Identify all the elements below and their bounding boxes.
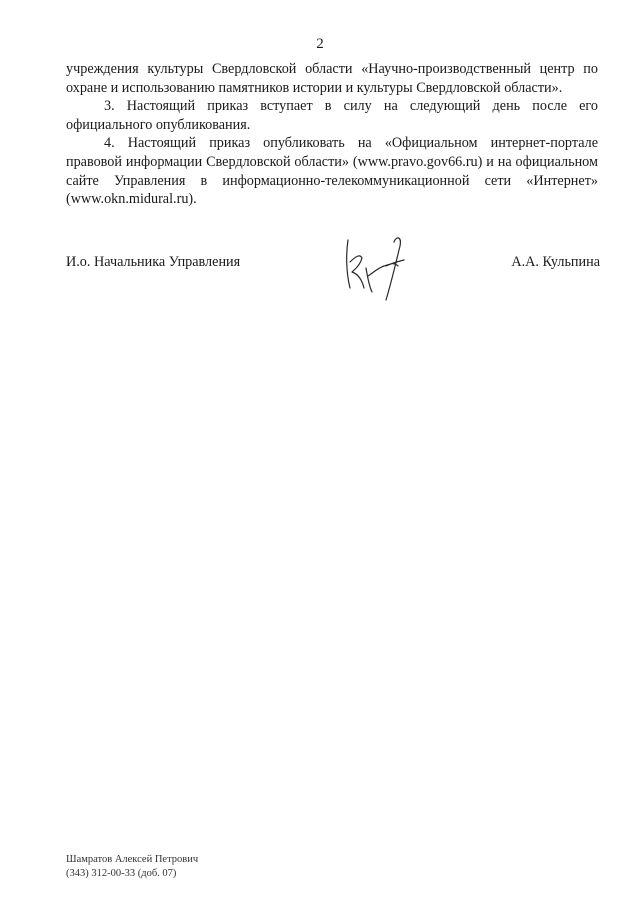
handwritten-signature-icon <box>334 232 418 306</box>
signatory-name: А.А. Кульпина <box>511 254 600 270</box>
paragraph-continuation: учреждения культуры Свердловской области «Научно-производственный центр по охране и использованию памятников истории и культуры Свердловской области». <box>66 61 598 96</box>
page-number: 2 <box>316 36 324 52</box>
document-body <box>66 60 598 209</box>
executor-name: Шамратов Алексей Петрович <box>66 854 199 865</box>
executor-phone: (343) 312-00-33 (доб. 07) <box>66 867 177 879</box>
paragraph-item-4: 4. Настоящий приказ опубликовать на «Официальном интернет-портале правовой информации Свердловской области» (www.pravo.gov66.ru) и на официальном сайте Управления в информационно-телекоммуникационной сети «Интернет» (www.okn.midural.ru). <box>66 135 598 208</box>
signatory-position: И.о. Начальника Управления <box>66 254 241 270</box>
paragraph-item-3: 3. Настоящий приказ вступает в силу на следующий день после его официального опубликования. <box>66 98 598 133</box>
signature-block <box>66 254 600 271</box>
executor-footer <box>66 853 198 880</box>
